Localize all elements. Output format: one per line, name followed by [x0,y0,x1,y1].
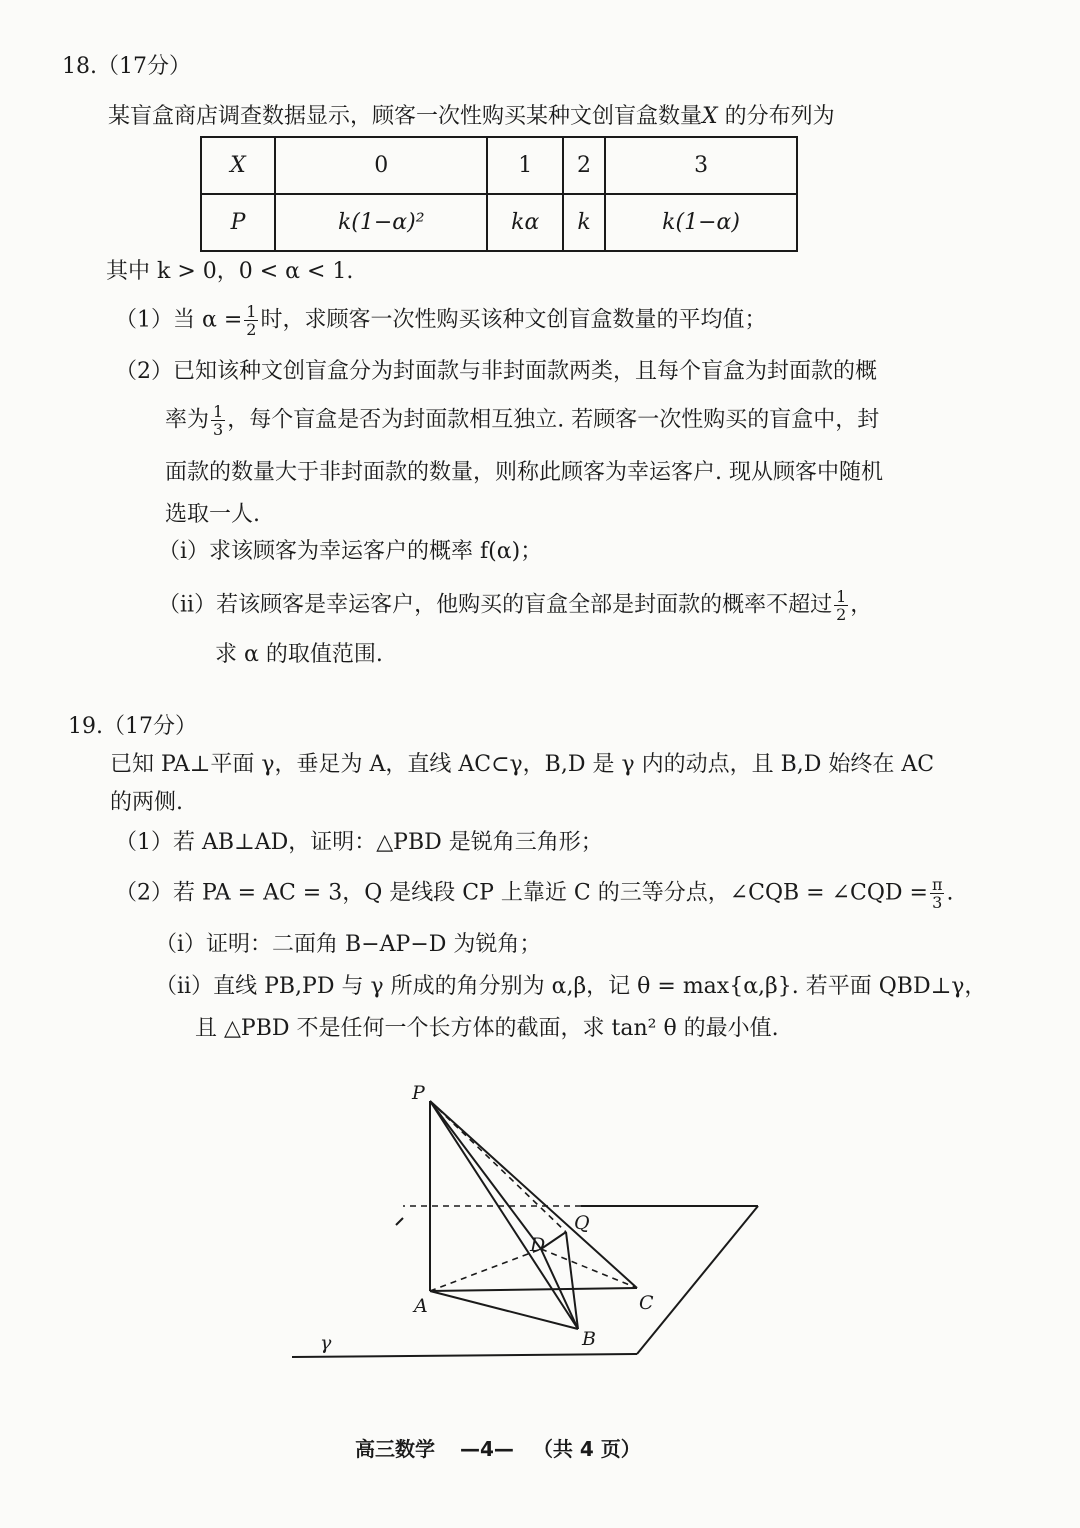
fraction [930,876,945,911]
q18-sub-i: （i）求该顾客为幸运客户的概率 f(α)； [158,539,543,564]
q19-part2 [115,876,953,911]
q18-sub-ii-line2: 求 α 的取值范围. [215,642,383,667]
q18-part1 [115,303,766,338]
segment-PD [430,1101,541,1249]
distribution-table [200,136,798,252]
q18-part2-text-b: ，每个盲盒是否为封面款相互独立. 若顾客一次性购买的盲盒中，封 [227,407,880,433]
segment-AB [430,1291,578,1329]
table-cell: k(1−α) [605,194,797,251]
q18-sub-ii-text-a: （ii）若该顾客是幸运客户，他购买的盲盒全部是封面款的概率不超过 [158,592,833,618]
point-label-D: D [530,1234,546,1256]
fraction-denominator: 3 [213,420,224,439]
footer-subject: 高三数学 [355,1437,435,1461]
table-cell: k(1−α)² [275,194,487,251]
fraction-denominator: 2 [836,605,847,624]
plane-edge [292,1354,637,1357]
q18-title: 18.（17分） [62,54,191,79]
fraction [211,403,225,438]
q18-part2-line4: 选取一人. [165,502,260,527]
fraction [834,588,848,623]
table-row [201,194,797,251]
q19-sub-ii-line2: 且 △PBD 不是任何一个长方体的截面，求 tan² θ 的最小值. [195,1016,779,1041]
point-label-A: A [414,1295,428,1317]
q18-intro-text-b: 的分布列为 [717,104,835,129]
q18-part2-text-a: 率为 [165,407,210,433]
q18-sub-ii [158,588,872,623]
fraction-numerator: 1 [836,587,847,606]
q18-sub-ii-text-b: ， [850,592,873,618]
footer-total-pages: （共 4 页） [532,1437,641,1461]
fraction-denominator: 3 [932,893,943,912]
q18-part1-text-b: 时，求顾客一次性购买该种文创盲盒数量的平均值； [260,307,767,333]
point-label-B: B [582,1328,596,1350]
tick-mark [396,1218,403,1225]
table-cell: 0 [275,137,487,194]
q18-part2-line1: （2）已知该种文创盲盒分为封面款与非封面款两类，且每个盲盒为封面款的概 [115,359,877,384]
q18-part2-line3: 面款的数量大于非封面款的数量，则称此顾客为幸运客户. 现从顾客中随机 [165,460,883,485]
q18-part1-text-a: （1）当 α = [115,307,243,333]
geometry-figure [280,1075,780,1375]
q19-part1: （1）若 AB⊥AD，证明：△PBD 是锐角三角形； [115,830,603,855]
fraction-numerator: 1 [246,302,257,321]
footer-page-number: —4— [459,1437,514,1461]
plane-edge [637,1206,758,1354]
plane-label-gamma: γ [320,1332,332,1354]
q19-part2-text-b: . [946,880,954,906]
q18-intro-text-a: 某盲盒商店调查数据显示，顾客一次性购买某种文创盲盒数量 [108,104,703,129]
q19-line2: 的两侧. [110,790,183,815]
segment-AD-hidden [430,1249,541,1291]
point-label-P: P [412,1082,425,1104]
table-cell: 2 [563,137,605,194]
table-cell: k [563,194,605,251]
table-cell: X [201,137,275,194]
q19-sub-i: （i）证明：二面角 B−AP−D 为锐角； [155,932,542,957]
table-cell: kα [487,194,562,251]
fraction-denominator: 2 [246,320,257,339]
q19-title: 19.（17分） [68,714,197,739]
q18-condition: 其中 k > 0，0 < α < 1. [106,259,354,284]
point-label-Q: Q [574,1212,590,1234]
segment-AC [430,1288,637,1291]
fraction [244,303,258,338]
table-header-row [201,137,797,194]
q18-intro [108,102,835,132]
page-footer [355,1434,641,1464]
table-cell: 1 [487,137,562,194]
q19-line1: 已知 PA⊥平面 γ，垂足为 A，直线 AC⊂γ，B,D 是 γ 内的动点，且 B,D 始终在 AC [110,752,935,777]
q18-intro-var: X [702,104,718,129]
fraction-numerator: 1 [213,402,224,421]
q18-part2-line2 [165,403,879,438]
q19-sub-ii-line1: （ii）直线 PB,PD 与 γ 所成的角分别为 α,β，记 θ = max{α,β}. 若平面 QBD⊥γ， [155,974,987,999]
table-cell: 3 [605,137,797,194]
q19-part2-text-a: （2）若 PA = AC = 3，Q 是线段 CP 上靠近 C 的三等分点，∠CQB = ∠CQD = [115,880,928,906]
fraction-numerator: π [931,875,943,894]
table-cell: P [201,194,275,251]
point-label-C: C [639,1292,654,1314]
